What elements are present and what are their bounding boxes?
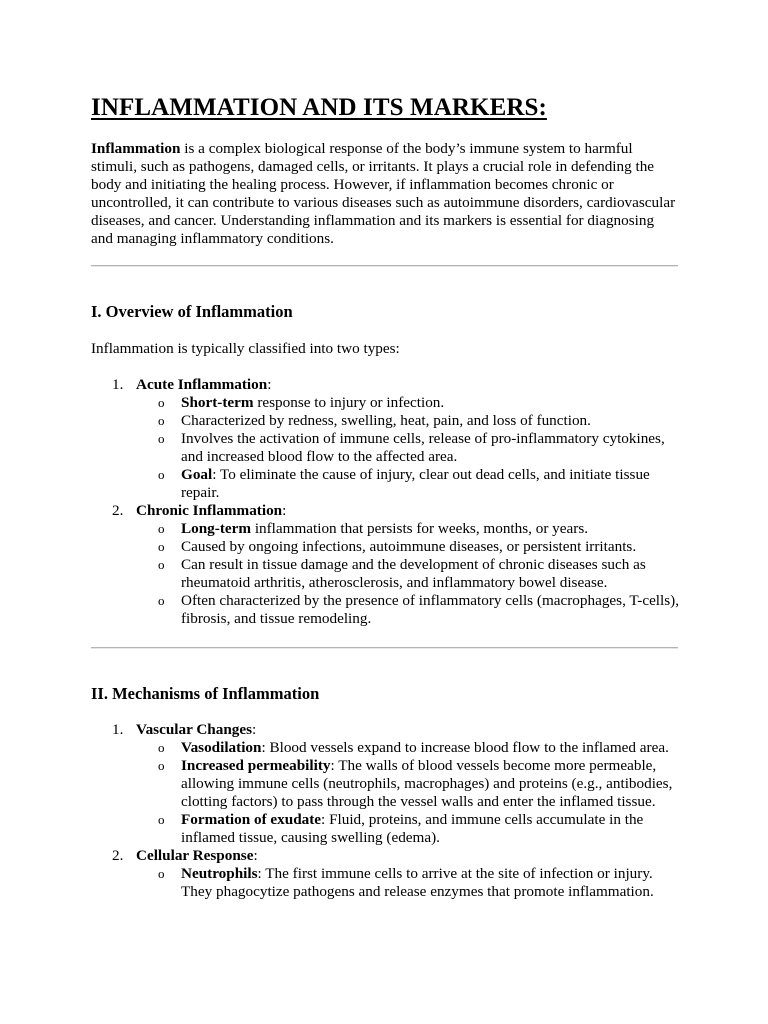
list-item (91, 847, 679, 901)
document-title: INFLAMMATION AND ITS MARKERS: (91, 94, 547, 121)
inflammation-types-list (91, 376, 679, 628)
list-item-title-suffix: : (252, 721, 257, 738)
mechanisms-list (91, 721, 679, 901)
list-item-number: 1. (112, 376, 124, 393)
circle-bullet-icon: o (158, 812, 165, 827)
list-item-title: Cellular Response (136, 847, 254, 864)
bullet-text: Often characterized by the presence of inflammatory cells (macrophages, T-cells), fibrosis, and tissue remodeling. (181, 592, 680, 627)
list-item-heading (91, 721, 679, 739)
bullet-list (91, 394, 679, 502)
list-item-heading (91, 502, 679, 520)
section-heading-mechanisms: II. Mechanisms of Inflammation (91, 684, 320, 703)
bullet-list (91, 520, 679, 628)
bullet-item (91, 430, 679, 466)
list-item-title-suffix: : (253, 847, 258, 864)
list-item-number: 2. (112, 502, 124, 519)
bullet-text: : Blood vessels expand to increase blood flow to the inflamed area. (261, 739, 669, 756)
bullet-text: Caused by ongoing infections, autoimmune diseases, or persistent irritants. (181, 538, 637, 555)
bullet-bold-term: Increased permeability (181, 757, 331, 774)
bullet-list (91, 739, 679, 847)
list-item-title: Acute Inflammation (136, 376, 268, 393)
intro-bold-term: Inflammation (91, 140, 181, 157)
bullet-item (91, 739, 679, 757)
bullet-item (91, 412, 679, 430)
circle-bullet-icon: o (158, 467, 165, 482)
list-item-title: Vascular Changes (136, 721, 253, 738)
circle-bullet-icon: o (158, 866, 165, 881)
bullet-text: Characterized by redness, swelling, heat, pain, and loss of function. (181, 412, 591, 429)
bullet-item (91, 811, 679, 847)
list-item-heading (91, 847, 679, 865)
list-item (91, 502, 679, 628)
bullet-bold-term: Formation of exudate (181, 811, 322, 828)
bullet-bold-term: Neutrophils (181, 865, 258, 882)
bullet-item (91, 466, 679, 502)
bullet-bold-term: Long-term (181, 520, 252, 537)
bullet-item (91, 592, 679, 628)
bullet-item (91, 556, 679, 592)
list-item-number: 2. (112, 847, 124, 864)
section-heading-overview: I. Overview of Inflammation (91, 302, 293, 321)
circle-bullet-icon: o (158, 521, 165, 536)
circle-bullet-icon: o (158, 557, 165, 572)
bullet-text: Involves the activation of immune cells, release of pro-inflammatory cytokines, and increased blood flow to the affected area. (181, 430, 665, 465)
bullet-text: inflammation that persists for weeks, months, or years. (251, 520, 589, 537)
circle-bullet-icon: o (158, 431, 165, 446)
bullet-text: : The walls of blood vessels become more permeable, allowing immune cells (neutrophils, macrophages) and proteins (e.g., antibodies, clotting factors) to pass through the vessel walls and enter the inflamed tissue. (181, 757, 673, 810)
list-item (91, 721, 679, 847)
bullet-bold-term: Goal (181, 466, 213, 483)
intro-text: is a complex biological response of the body’s immune system to harmful stimuli, such as pathogens, damaged cells, or irritants. It plays a crucial role in defending the body and initiating the healing process. However, if inflammation becomes chronic or uncontrolled, it can contribute to various diseases such as autoimmune disorders, cardiovascular diseases, and cancer. Understanding inflammation and its markers is essential for diagnosing and managing inflammatory conditions. (91, 140, 676, 247)
list-item-title: Chronic Inflammation (136, 502, 283, 519)
bullet-text: Can result in tissue damage and the development of chronic diseases such as rheumatoid arthritis, atherosclerosis, and inflammatory bowel disease. (181, 556, 646, 591)
circle-bullet-icon: o (158, 758, 165, 773)
intro-paragraph (91, 140, 679, 248)
bullet-item (91, 520, 679, 538)
list-item-title-suffix: : (267, 376, 272, 393)
bullet-item (91, 394, 679, 412)
bullet-bold-term: Short-term (181, 394, 254, 411)
bullet-text: response to injury or infection. (253, 394, 445, 411)
list-item (91, 376, 679, 502)
bullet-text: : Fluid, proteins, and immune cells accumulate in the inflamed tissue, causing swelling (edema). (181, 811, 644, 846)
circle-bullet-icon: o (158, 593, 165, 608)
bullet-item (91, 865, 679, 901)
circle-bullet-icon: o (158, 395, 165, 410)
bullet-list (91, 865, 679, 901)
circle-bullet-icon: o (158, 740, 165, 755)
bullet-item (91, 757, 679, 811)
horizontal-divider (91, 265, 678, 267)
circle-bullet-icon: o (158, 539, 165, 554)
circle-bullet-icon: o (158, 413, 165, 428)
bullet-bold-term: Vasodilation (181, 739, 262, 756)
bullet-item (91, 538, 679, 556)
list-item-number: 1. (112, 721, 124, 738)
bullet-text: : The first immune cells to arrive at the site of infection or injury. They phagocytize pathogens and release enzymes that promote inflammation. (181, 865, 654, 900)
section-lead-text: Inflammation is typically classified into two types: (91, 340, 400, 357)
horizontal-divider (91, 647, 678, 649)
bullet-text: : To eliminate the cause of injury, clear out dead cells, and initiate tissue repair. (181, 466, 650, 501)
list-item-heading (91, 376, 679, 394)
list-item-title-suffix: : (282, 502, 287, 519)
